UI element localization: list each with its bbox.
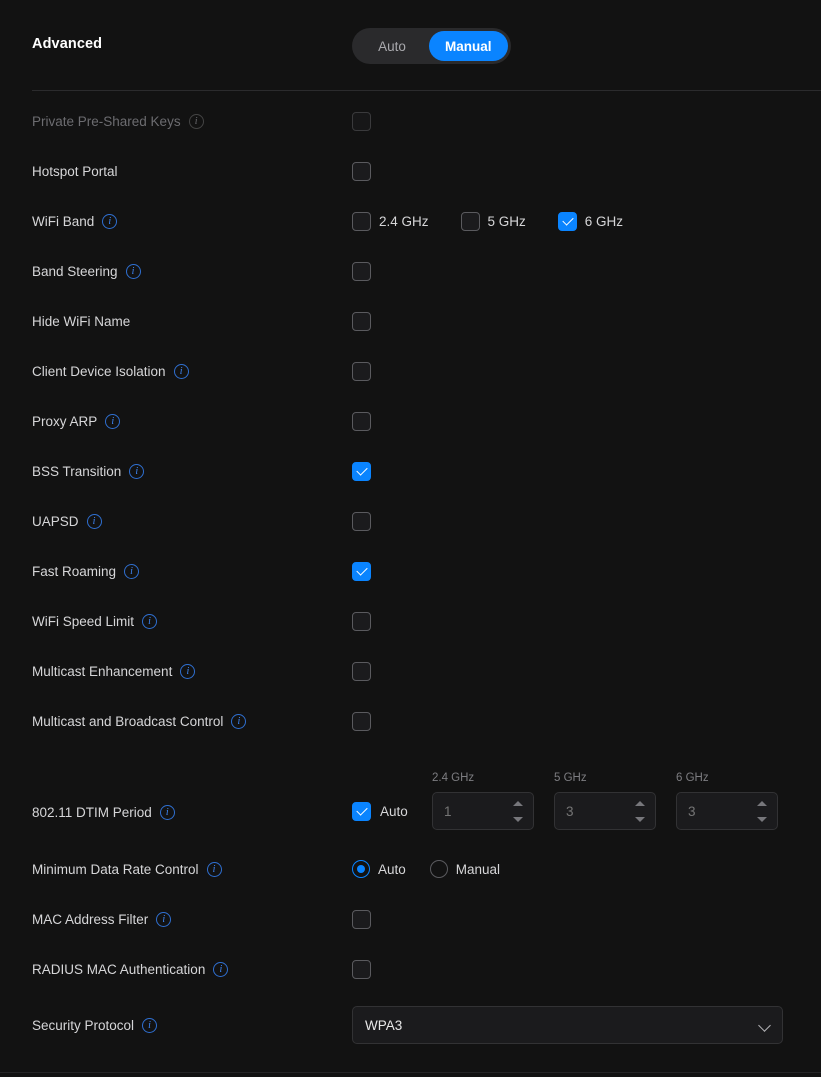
row-band-steering — [0, 246, 821, 296]
dtim-stepper-2-4ghz[interactable] — [510, 793, 526, 829]
row-label-text: UAPSD — [32, 513, 79, 529]
info-icon[interactable]: i — [160, 805, 175, 820]
row-bss-transition — [0, 446, 821, 496]
dtim-caption-5ghz: 5 GHz — [554, 772, 587, 784]
select-security-protocol[interactable] — [352, 1006, 783, 1044]
row-label — [32, 780, 175, 844]
row-control — [352, 96, 371, 146]
checkbox-2-4ghz[interactable] — [352, 212, 371, 231]
row-control — [352, 696, 371, 746]
row-control — [352, 546, 371, 596]
row-label-text: Minimum Data Rate Control — [32, 861, 199, 877]
info-icon[interactable]: i — [180, 664, 195, 679]
row-control — [352, 246, 371, 296]
row-security-protocol — [0, 994, 821, 1056]
info-icon[interactable]: i — [142, 614, 157, 629]
mode-segmented-control[interactable] — [352, 28, 511, 64]
info-icon[interactable]: i — [142, 1018, 157, 1033]
settings-rows — [0, 96, 821, 1056]
row-wifi-speed-limit — [0, 596, 821, 646]
row-label — [32, 146, 118, 196]
row-label — [32, 196, 117, 246]
row-label-text: Multicast Enhancement — [32, 663, 173, 679]
option-label: Auto — [378, 861, 406, 877]
row-label-text: Proxy ARP — [32, 413, 98, 429]
chevron-up-icon — [513, 801, 523, 806]
row-label — [32, 96, 204, 146]
row-hotspot-portal — [0, 146, 821, 196]
info-icon[interactable]: i — [231, 714, 246, 729]
checkbox-dtim-auto[interactable] — [352, 802, 371, 821]
row-label — [32, 496, 102, 546]
chevron-down-icon — [635, 817, 645, 822]
panel-header — [0, 0, 821, 86]
stepper-down-6ghz[interactable] — [754, 815, 770, 824]
checkbox-proxy-arp[interactable] — [352, 412, 371, 431]
row-label-text: MAC Address Filter — [32, 911, 149, 927]
row-private-pre-shared-keys — [0, 96, 821, 146]
row-mac-address-filter — [0, 894, 821, 944]
mode-option-manual[interactable]: Manual — [429, 31, 508, 61]
row-control — [352, 844, 524, 894]
row-label-text: BSS Transition — [32, 463, 122, 479]
row-label — [32, 396, 120, 446]
checkbox-multicast-and-broadcast-control[interactable] — [352, 712, 371, 731]
stepper-up-2-4ghz[interactable] — [510, 799, 526, 808]
option-label: 2.4 GHz — [379, 213, 429, 229]
row-label-text: Security Protocol — [32, 1017, 135, 1033]
row-label — [32, 296, 130, 346]
dtim-auto-toggle[interactable] — [352, 802, 432, 821]
checkbox-client-device-isolation[interactable] — [352, 362, 371, 381]
stepper-down-2-4ghz[interactable] — [510, 815, 526, 824]
info-icon[interactable]: i — [105, 414, 120, 429]
checkbox-private-pre-shared-keys[interactable] — [352, 112, 371, 131]
info-icon[interactable]: i — [129, 464, 144, 479]
dtim-input-6ghz[interactable] — [677, 803, 749, 820]
info-icon[interactable]: i — [213, 962, 228, 977]
dtim-field-5ghz[interactable] — [554, 792, 656, 830]
stepper-up-5ghz[interactable] — [632, 799, 648, 808]
dtim-field-6ghz[interactable] — [676, 792, 778, 830]
info-icon[interactable]: i — [207, 862, 222, 877]
dtim-controls — [352, 792, 798, 830]
stepper-up-6ghz[interactable] — [754, 799, 770, 808]
info-icon[interactable]: i — [174, 364, 189, 379]
wifi-band-option-2-4ghz[interactable] — [352, 212, 429, 231]
row-radius-mac-authentication — [0, 944, 821, 994]
radio-auto[interactable] — [352, 860, 370, 878]
row-control — [352, 446, 371, 496]
info-icon[interactable]: i — [156, 912, 171, 927]
row-proxy-arp — [0, 396, 821, 446]
row-label-text: WiFi Speed Limit — [32, 613, 135, 629]
chevron-down-icon — [513, 817, 523, 822]
dtim-field-captions — [352, 772, 798, 784]
row-control — [352, 944, 371, 994]
info-icon[interactable]: i — [102, 214, 117, 229]
row-label-text: WiFi Band — [32, 213, 95, 229]
row-control — [352, 146, 371, 196]
row-label-text: Hotspot Portal — [32, 163, 118, 179]
row-fast-roaming — [0, 546, 821, 596]
chevron-up-icon — [635, 801, 645, 806]
option-label: Manual — [455, 861, 501, 877]
chevron-down-icon — [757, 817, 767, 822]
row-control — [352, 496, 371, 546]
row-label-text: Band Steering — [32, 263, 118, 279]
row-minimum-data-rate-control — [0, 844, 821, 894]
option-label: 6 GHz — [584, 213, 624, 229]
mode-option-auto[interactable]: Auto — [378, 38, 406, 54]
min-data-rate-option-auto[interactable] — [352, 860, 406, 878]
dtim-input-2-4ghz[interactable] — [433, 803, 505, 820]
dtim-stepper-5ghz[interactable] — [632, 793, 648, 829]
min-data-rate-option-manual[interactable] — [430, 860, 500, 878]
row-label — [32, 546, 139, 596]
dtim-auto-label: Auto — [380, 803, 408, 819]
bottom-divider — [0, 1072, 821, 1073]
info-icon[interactable]: i — [189, 114, 204, 129]
row-label — [32, 446, 144, 496]
stepper-down-5ghz[interactable] — [632, 815, 648, 824]
row-label — [32, 346, 189, 396]
checkbox-bss-transition[interactable] — [352, 462, 371, 481]
header-divider — [32, 90, 821, 91]
checkbox-5ghz[interactable] — [461, 212, 480, 231]
checkbox-uapsd[interactable] — [352, 512, 371, 531]
row-label-text: Multicast and Broadcast Control — [32, 713, 224, 729]
option-label: 5 GHz — [487, 213, 526, 229]
row-label — [32, 944, 228, 994]
row-client-device-isolation — [0, 346, 821, 396]
info-icon[interactable]: i — [87, 514, 102, 529]
dtim-field-2-4ghz[interactable] — [432, 792, 534, 830]
chevron-down-icon — [758, 1019, 771, 1032]
row-dtim-period — [0, 772, 821, 844]
row-control — [352, 396, 371, 446]
page-title: Advanced — [32, 36, 103, 52]
row-control — [352, 296, 371, 346]
row-control — [352, 646, 371, 696]
row-control — [352, 196, 623, 246]
row-label — [32, 844, 222, 894]
row-label-text: Private Pre-Shared Keys — [32, 113, 181, 129]
row-control — [352, 346, 371, 396]
row-label — [32, 696, 246, 746]
row-label — [32, 596, 157, 646]
chevron-up-icon — [757, 801, 767, 806]
dtim-stepper-6ghz[interactable] — [754, 793, 770, 829]
wifi-band-option-5ghz[interactable] — [461, 212, 526, 231]
info-icon[interactable]: i — [126, 264, 141, 279]
row-label-text: 802.11 DTIM Period — [32, 804, 152, 820]
row-label-text: Fast Roaming — [32, 563, 117, 579]
row-wifi-band — [0, 196, 821, 246]
checkbox-band-steering[interactable] — [352, 262, 371, 281]
row-multicast-and-broadcast-control — [0, 696, 821, 746]
row-uapsd — [0, 496, 821, 546]
row-label — [32, 646, 195, 696]
checkbox-multicast-enhancement[interactable] — [352, 662, 371, 681]
dtim-caption-2-4ghz: 2.4 GHz — [432, 772, 475, 784]
checkbox-wifi-speed-limit[interactable] — [352, 612, 371, 631]
dtim-input-5ghz[interactable] — [555, 803, 627, 820]
row-label — [32, 246, 141, 296]
row-hide-wifi-name — [0, 296, 821, 346]
row-label-text: Client Device Isolation — [32, 363, 166, 379]
wifi-band-option-6ghz[interactable] — [558, 212, 623, 231]
row-control — [352, 894, 371, 944]
checkbox-hotspot-portal[interactable] — [352, 162, 371, 181]
row-multicast-enhancement — [0, 646, 821, 696]
row-label-text: Hide WiFi Name — [32, 313, 131, 329]
row-label — [32, 894, 171, 944]
checkbox-mac-address-filter[interactable] — [352, 910, 371, 929]
checkbox-6ghz[interactable] — [558, 212, 577, 231]
checkbox-radius-mac-authentication[interactable] — [352, 960, 371, 979]
select-value: WPA3 — [365, 1017, 403, 1033]
checkbox-hide-wifi-name[interactable] — [352, 312, 371, 331]
row-label — [32, 994, 157, 1056]
checkbox-fast-roaming[interactable] — [352, 562, 371, 581]
row-control — [352, 596, 371, 646]
info-icon[interactable]: i — [124, 564, 139, 579]
row-label-text: RADIUS MAC Authentication — [32, 961, 206, 977]
radio-manual[interactable] — [430, 860, 448, 878]
dtim-caption-6ghz: 6 GHz — [676, 772, 709, 784]
wifi-band-checkbox-group — [352, 212, 623, 231]
